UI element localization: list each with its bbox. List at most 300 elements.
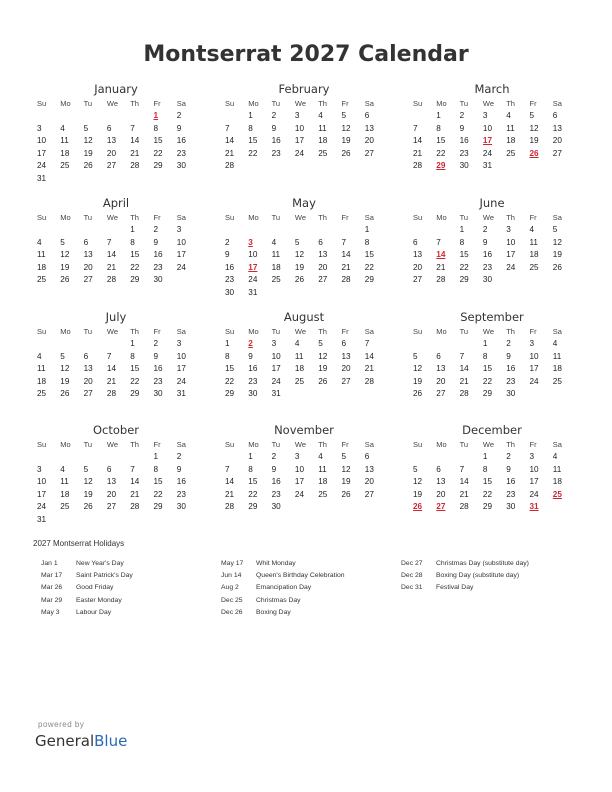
month-days [224, 212, 384, 300]
day: 11 [506, 123, 515, 133]
day: 6 [364, 452, 370, 461]
weekday-label: Th [506, 99, 515, 108]
holiday-day: 31 [529, 502, 539, 512]
holiday-date: Aug 2 [221, 584, 239, 592]
day: 9 [506, 351, 511, 361]
day: 29 [459, 275, 469, 285]
day: 24 [482, 148, 492, 158]
day: 11 [60, 136, 69, 146]
day: 1 [459, 225, 465, 234]
day: 8 [364, 237, 370, 247]
day: 20 [83, 376, 93, 386]
holiday-column [401, 558, 581, 595]
day: 14 [130, 136, 140, 146]
day: 28 [459, 502, 469, 512]
holiday-day: 26 [413, 502, 423, 512]
day: 27 [83, 389, 93, 399]
day: 10 [529, 351, 539, 361]
weekday-label: Su [413, 327, 423, 336]
day: 22 [130, 376, 140, 386]
day: 4 [37, 237, 42, 247]
day: 21 [459, 376, 469, 386]
month-name: July [105, 310, 127, 324]
day: 5 [341, 111, 347, 120]
day: 22 [364, 262, 374, 272]
day: 18 [294, 364, 304, 374]
month-january [36, 82, 196, 186]
day: 21 [225, 148, 235, 158]
day: 2 [153, 339, 159, 348]
day: 7 [130, 123, 135, 133]
day: 20 [436, 489, 446, 499]
month-name: September [460, 310, 524, 324]
day: 19 [60, 376, 70, 386]
month-february [224, 82, 384, 173]
day: 14 [341, 250, 351, 260]
weekday-label: Sa [552, 327, 562, 336]
day: 31 [176, 389, 186, 399]
day: 27 [106, 502, 116, 512]
day: 21 [130, 148, 140, 158]
day: 10 [248, 250, 258, 260]
day: 9 [176, 464, 182, 474]
month-days [412, 326, 572, 401]
weekday-label: Th [318, 213, 327, 222]
day: 6 [341, 339, 347, 348]
day: 26 [83, 161, 93, 171]
day: 17 [176, 364, 186, 374]
day: 24 [176, 262, 186, 272]
holiday-name: Festival Day [436, 584, 474, 592]
holiday-row [401, 582, 581, 594]
weekday-label: Tu [459, 440, 469, 449]
weekday-label: Mo [436, 213, 447, 222]
month-name: January [94, 82, 138, 96]
day: 5 [83, 464, 89, 474]
day: 19 [294, 262, 304, 272]
day: 12 [294, 250, 304, 260]
page-title: Montserrat 2027 Calendar [143, 42, 469, 67]
weekday-label: Tu [271, 99, 281, 108]
empty-day [412, 110, 435, 123]
weekday-label: We [106, 327, 119, 336]
day: 4 [294, 339, 300, 348]
day: 28 [225, 502, 235, 512]
weekday-label: Sa [176, 327, 186, 336]
month-name: June [479, 196, 505, 210]
day: 10 [176, 237, 186, 247]
day: 9 [506, 464, 511, 474]
day: 5 [529, 111, 535, 120]
day: 8 [248, 464, 253, 474]
empty-day [317, 224, 340, 237]
day: 16 [176, 477, 186, 487]
day: 8 [248, 123, 253, 133]
day: 14 [106, 364, 116, 374]
day: 27 [413, 275, 423, 285]
day: 29 [153, 161, 163, 171]
day: 30 [176, 502, 186, 512]
day: 30 [459, 161, 469, 171]
holiday-date: Dec 25 [221, 596, 243, 604]
day: 22 [153, 148, 163, 158]
holiday-name: Emancipation Day [256, 584, 312, 592]
day: 25 [552, 376, 562, 386]
month-name: October [92, 423, 140, 437]
day: 4 [271, 237, 277, 247]
empty-day [59, 451, 82, 464]
day: 23 [153, 262, 163, 272]
month-name: August [283, 310, 325, 324]
day: 2 [225, 237, 230, 247]
day: 22 [153, 489, 163, 499]
day: 2 [459, 111, 465, 120]
empty-day [36, 338, 59, 351]
holiday-name: Saint Patrick's Day [76, 572, 133, 580]
day: 13 [83, 364, 93, 374]
day: 26 [60, 389, 70, 399]
holiday-name: Good Friday [76, 584, 114, 592]
weekday-label: Mo [248, 440, 259, 449]
day: 25 [318, 148, 328, 158]
day: 5 [83, 123, 89, 133]
day: 28 [459, 389, 469, 399]
day: 28 [225, 161, 235, 171]
day: 13 [552, 123, 562, 133]
day: 19 [318, 364, 328, 374]
weekday-label: Su [413, 440, 423, 449]
day: 1 [248, 452, 253, 461]
weekday-label: Fr [341, 213, 349, 222]
empty-day [340, 224, 363, 237]
day: 2 [506, 339, 511, 348]
weekday-label: Sa [552, 213, 562, 222]
holiday-date: Dec 27 [401, 560, 423, 567]
weekday-label: Th [130, 99, 139, 108]
day: 6 [436, 464, 441, 474]
holiday-name: New Year's Day [76, 560, 124, 567]
day: 31 [482, 161, 492, 171]
holiday-name: Christmas Day [256, 596, 301, 604]
day: 16 [153, 250, 163, 260]
weekday-label: We [294, 327, 307, 336]
day: 10 [294, 464, 304, 474]
weekday-label: Fr [153, 99, 161, 108]
holiday-day: 17 [482, 136, 492, 146]
day: 16 [506, 477, 516, 487]
day: 15 [436, 136, 446, 146]
day: 2 [271, 452, 277, 461]
month-name: December [462, 423, 522, 437]
weekday-label: Tu [459, 213, 469, 222]
empty-day [224, 224, 247, 237]
day: 12 [83, 136, 93, 146]
day: 29 [364, 275, 374, 285]
day: 5 [294, 237, 300, 247]
month-days [412, 439, 572, 514]
day: 11 [37, 364, 46, 374]
day: 19 [529, 136, 539, 146]
weekday-label: Mo [60, 327, 71, 336]
day: 11 [60, 477, 69, 487]
weekday-label: We [482, 327, 495, 336]
day: 25 [37, 389, 47, 399]
day: 2 [176, 452, 182, 461]
empty-day [435, 338, 458, 351]
day: 18 [60, 489, 70, 499]
day: 6 [552, 111, 558, 120]
day: 3 [176, 225, 182, 234]
day: 9 [271, 464, 277, 474]
day: 1 [248, 111, 253, 120]
day: 13 [413, 250, 423, 260]
weekday-label: Fr [153, 327, 161, 336]
day: 3 [37, 464, 42, 474]
holiday-day: 29 [436, 161, 446, 171]
day: 20 [413, 262, 423, 272]
day: 4 [60, 464, 65, 474]
holiday-name: Christmas Day (substitute day) [436, 560, 529, 567]
day: 26 [60, 275, 70, 285]
day: 6 [83, 237, 89, 247]
day: 22 [482, 489, 492, 499]
powered-by-label: powered by [38, 720, 85, 729]
day: 20 [552, 136, 562, 146]
day: 20 [364, 477, 374, 487]
empty-day [412, 338, 435, 351]
weekday-label: Fr [341, 440, 349, 449]
month-name: April [102, 196, 130, 210]
holiday-date: May 17 [221, 560, 244, 567]
empty-day [435, 224, 458, 237]
day: 2 [153, 225, 159, 234]
empty-day [106, 224, 129, 237]
day: 15 [482, 477, 492, 487]
day: 13 [364, 464, 374, 474]
day: 5 [60, 237, 65, 247]
holiday-day: 3 [248, 237, 253, 247]
day: 24 [176, 376, 186, 386]
weekday-label: Tu [459, 327, 469, 336]
day: 28 [436, 275, 446, 285]
day: 11 [318, 464, 327, 474]
day: 5 [552, 225, 558, 234]
brand-logo[interactable] [35, 732, 127, 750]
day: 10 [176, 351, 186, 361]
month-april [36, 196, 196, 287]
day: 14 [459, 477, 469, 487]
day: 5 [341, 452, 347, 461]
day: 14 [130, 477, 140, 487]
day: 24 [37, 161, 47, 171]
empty-day [83, 110, 106, 123]
holiday-name: Labour Day [76, 608, 112, 616]
month-days [224, 439, 384, 514]
weekday-label: Fr [529, 213, 537, 222]
day: 27 [552, 148, 562, 158]
day: 23 [459, 148, 469, 158]
month-october [36, 423, 196, 527]
day: 8 [130, 351, 135, 361]
day: 6 [106, 123, 112, 133]
weekday-label: Th [130, 327, 139, 336]
holiday-day: 25 [552, 489, 562, 499]
empty-day [83, 338, 106, 351]
day: 29 [153, 502, 163, 512]
empty-day [271, 224, 294, 237]
weekday-label: We [106, 99, 119, 108]
day: 27 [106, 161, 116, 171]
day: 25 [294, 376, 304, 386]
day: 15 [225, 364, 235, 374]
day: 11 [318, 123, 327, 133]
day: 12 [341, 123, 351, 133]
day: 25 [529, 262, 539, 272]
day: 16 [506, 364, 516, 374]
day: 25 [271, 275, 281, 285]
weekday-label: Mo [60, 440, 71, 449]
day: 17 [37, 148, 47, 158]
empty-day [224, 110, 247, 123]
day: 23 [506, 489, 516, 499]
month-december [412, 423, 572, 514]
weekday-label: Fr [529, 327, 537, 336]
holiday-date: Mar 17 [41, 572, 63, 580]
empty-day [129, 451, 152, 464]
day: 18 [529, 250, 539, 260]
brand-name-part2: Blue [94, 732, 128, 750]
holiday-row [221, 570, 401, 582]
day: 14 [225, 477, 235, 487]
day: 11 [37, 250, 46, 260]
holiday-row [41, 607, 221, 619]
day: 13 [436, 477, 446, 487]
day: 25 [37, 275, 47, 285]
day: 6 [83, 351, 89, 361]
day: 5 [318, 339, 323, 348]
weekday-label: Sa [364, 99, 374, 108]
day: 27 [364, 148, 374, 158]
day: 21 [106, 262, 116, 272]
weekday-label: Su [37, 440, 47, 449]
weekday-label: Sa [176, 99, 186, 108]
month-days [412, 98, 572, 173]
holiday-column [221, 558, 401, 619]
day: 20 [341, 364, 351, 374]
day: 23 [482, 262, 492, 272]
holiday-date: May 3 [41, 608, 60, 616]
weekday-label: Th [318, 327, 327, 336]
weekday-label: We [294, 213, 307, 222]
month-name: February [278, 82, 330, 96]
day: 21 [413, 148, 423, 158]
day: 29 [130, 275, 140, 285]
day: 30 [271, 502, 281, 512]
day: 14 [106, 250, 116, 260]
weekday-label: Su [225, 99, 235, 108]
day: 12 [413, 364, 423, 374]
weekday-label: Su [225, 213, 235, 222]
day: 21 [364, 364, 374, 374]
weekday-label: Sa [364, 327, 374, 336]
weekday-label: Fr [529, 99, 537, 108]
day: 11 [271, 250, 281, 260]
day: 12 [83, 477, 93, 487]
weekday-label: Fr [341, 99, 349, 108]
day: 30 [506, 502, 516, 512]
day: 12 [60, 250, 70, 260]
day: 1 [482, 339, 488, 348]
day: 24 [271, 376, 281, 386]
day: 10 [529, 464, 539, 474]
day: 26 [552, 262, 562, 272]
day: 7 [364, 339, 370, 348]
weekday-label: Th [318, 440, 327, 449]
day: 23 [176, 148, 186, 158]
day: 19 [413, 489, 423, 499]
month-days [224, 326, 384, 401]
day: 19 [60, 262, 70, 272]
day: 12 [318, 351, 328, 361]
weekday-label: Th [130, 440, 139, 449]
month-may [224, 196, 384, 300]
day: 30 [482, 275, 492, 285]
empty-day [412, 224, 435, 237]
holiday-row [401, 570, 581, 582]
day: 7 [459, 351, 465, 361]
day: 10 [37, 136, 47, 146]
empty-day [106, 110, 129, 123]
day: 3 [482, 111, 488, 120]
day: 8 [153, 123, 159, 133]
day: 28 [341, 275, 351, 285]
day: 23 [271, 148, 281, 158]
day: 14 [225, 136, 235, 146]
weekday-label: Mo [436, 440, 447, 449]
day: 12 [413, 477, 423, 487]
day: 5 [413, 351, 418, 361]
day: 3 [529, 452, 535, 461]
day: 29 [248, 502, 258, 512]
day: 19 [341, 477, 351, 487]
day: 29 [482, 502, 492, 512]
weekday-label: Th [506, 327, 515, 336]
day: 1 [482, 452, 488, 461]
day: 4 [318, 452, 323, 461]
day: 15 [248, 477, 258, 487]
day: 4 [60, 123, 65, 133]
weekday-label: We [482, 440, 495, 449]
day: 22 [459, 262, 469, 272]
weekday-label: Tu [459, 99, 469, 108]
weekday-label: Su [37, 99, 47, 108]
day: 6 [436, 351, 441, 361]
holiday-row [221, 582, 401, 594]
day: 9 [248, 351, 253, 361]
day: 31 [37, 514, 47, 524]
day: 7 [130, 464, 135, 474]
day: 8 [153, 464, 159, 474]
day: 3 [294, 452, 300, 461]
day: 13 [341, 351, 351, 361]
day: 7 [459, 464, 465, 474]
day: 13 [106, 477, 116, 487]
day: 4 [552, 339, 558, 348]
day: 11 [552, 351, 562, 361]
day: 10 [37, 477, 47, 487]
day: 13 [364, 123, 374, 133]
day: 7 [106, 351, 112, 361]
